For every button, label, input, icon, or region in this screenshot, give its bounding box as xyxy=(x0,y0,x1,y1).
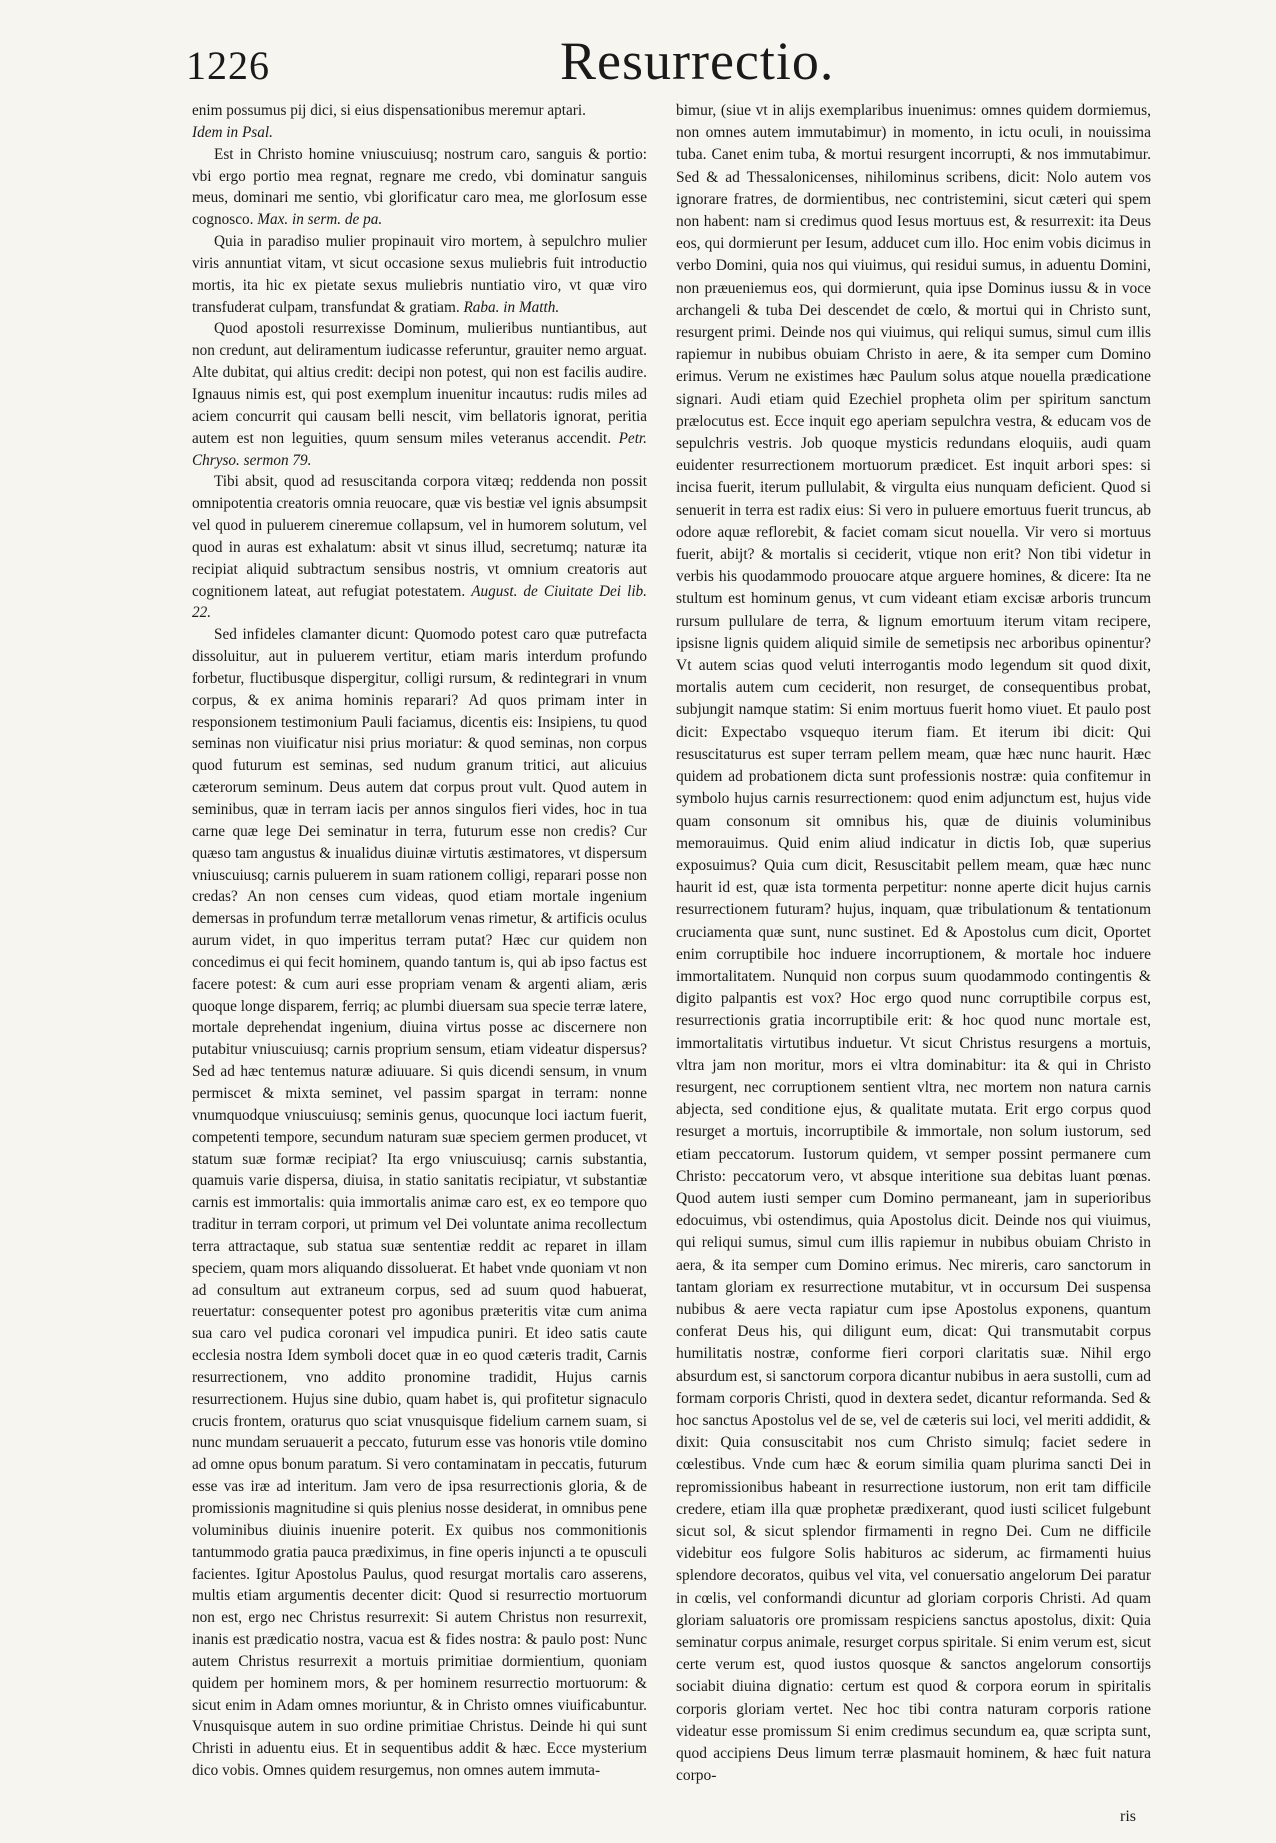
paragraph xyxy=(192,318,647,471)
paragraph-text: Tibi absit, quod ad resuscitanda corpora vitæq; reddenda non possit omnipotentia creatoris omnia reuocare, quæ vis bestiæ vel ignis absumpsit vel quod in puluerem cineremue collapsum, vel in humorem solutum, vel quod in auras est exhalatum: absit vt sinus illud, secretumq; naturæ ita recipiat aliquid subtractum sensibus nostris, vt omnium creatoris aut cognitionem lateat, aut refugiat potestatem. xyxy=(192,473,647,600)
paragraph-text: enim possumus pij dici, si eius dispensationibus meremur aptari. xyxy=(192,102,586,119)
paragraph xyxy=(192,624,647,1782)
paragraph xyxy=(192,471,647,624)
running-title: Resurrectio. xyxy=(560,31,835,91)
paragraph xyxy=(192,231,647,318)
source-citation: Max. in serm. de pa. xyxy=(257,211,383,229)
paragraph xyxy=(676,100,1151,1787)
catchword: ris xyxy=(1120,1808,1136,1825)
right-column xyxy=(676,100,1151,1787)
source-citation: Raba. in Matth. xyxy=(463,298,560,316)
paragraph-text: Quia in paradiso mulier propinauit viro mortem, à sepulchro mulier viris annuntiat vitam, vt sicut occasione sexus muliebris fuit introductio mortis, ita hic ex pietate sexus muliebris nuntiatio viro, vt quæ viro transfuderat culpam, transfundat & gratiam. xyxy=(192,233,647,316)
paragraph-text: Est in Christo homine vniuscuiusq; nostrum caro, sanguis & portio: vbi ergo portio mea regnat, regnare me credo, vbi dominatur sanguis meus, dominari me sentio, vbi glorificatur caro mea, me glorIosum esse cognosco. xyxy=(192,145,647,229)
source-citation: Idem in Psal. xyxy=(192,123,273,141)
paragraph-text: Quod apostoli resurrexisse Dominum, mulieribus nuntiantibus, aut non credunt, aut deliramentum iudicasse referuntur, grauiter nemo arguat. Alte dubitat, qui altius credit: decipi non potest, qui non est facilis audire. Ignauus nimis est, qui post exemplum inuenitur incautus: rudis miles ad aciem concurrit qui causam belli nescit, vim bellatoris ignorat, peritia autem est non leguities, quum sensum miles veteranus accendit. xyxy=(192,320,647,447)
paragraph xyxy=(192,100,647,122)
left-column xyxy=(192,100,647,1782)
paragraph-text: bimur, (siue vt in alijs exemplaribus inuenimus: omnes quidem dormiemus, non omnes autem immutabimur) in momento, in ictu oculi, in nouissima tuba. Canet enim tuba, & mortui resurgent incorrupti, & nos immutabimur. Sed & ad Thessalonicenses, nihilominus scribens, dicit: Nolo autem vos ignorare fratres, de dormientibus, nec contristemini, sicut cæteri qui spem non habent: nam si credimus quod Iesus mortuus est, & resurrexit: ita Deus eos, qui dormierunt per Iesum, adducet cum illo. Hoc enim vobis dicimus in verbo Domini, quia nos qui viuimus, qui residui sumus, in aduentu Domini, non præueniemus eos, qui dormierunt, quia ipse Dominus iussu & in voce archangeli & tuba Dei descendet de cœlo, & mortui qui in Christo sunt, resurgent primi. Deinde nos qui viuimus, qui reliqui sumus, simul cum illis rapiemur in nubibus obuiam Christo in aere, & ita semper cum Domino erimus. Verum ne existimes hæc Paulum solus atque nouella prædicatione signari. Audi etiam quid Ezechiel propheta olim per spiritum sanctum prælocutus est. Ecce inquit ego aperiam sepulchra vestra, & educam vos de sepulchris vestris. Job quoque mysticis redundans eloquiis, audi quam euidenter resurrectionem mortuorum prædicet. Est inquit arbori spes: si incisa fuerit, iterum pullulabit, & virgulta eius nunquam deficient. Quod si senuerit in terra est radix eius: Si vero in puluere emortuus fuerit truncus, ab odore aquæ reflorebit, & faciet comam sicut nouella. Vir vero si mortuus fuerit, abijt? & mortalis si ceciderit, vtique non erit? Non tibi videtur in verbis his quodammodo prouocare atque arguere homines, & dicere: Ita ne stultum est hominum genus, vt cum videant etiam excisæ arboris truncum rursum pullulare de terra, & lignum emortuum iterum vitam recipere, ipsisne lignis quidem aliquid simile de semetipsis nec arboribus opinentur? Vt autem scias quod veluti interrogantis modo legendum sit quod dixit, mortalis autem cum ceciderit, non resurget, de consequentibus probat, subjungit namque statim: Si enim mortuus fuerit homo viuet. Et paulo post dicit: Expectabo vsquequo iterum fiam. Et iterum ibi dicit: Qui resuscitaturus est super terram pellem meam, quæ hæc nunc haurit. Hæc quidem ad probationem dicta sunt professionis nostræ: quia confitemur in symbolo hujus carnis resurrectionem: quod enim adjunctum est, hujus vide quam consonum sit omnibus his, quæ de diuinis voluminibus memorauimus. Quid enim aliud indicatur in dictis Iob, quæ superius exposuimus? Quia cum dicit, Resuscitabit pellem meam, quæ hæc nunc haurit id est, quæ ista tormenta perpetitur: nonne aperte dicit hujus carnis resurrectionem futuram? hujus, inquam, quæ tribulationum & tentationum cruciamenta quæ sunt, nunc sustinet. Ed & Apostolus cum dicit, Oportet enim corruptibile hoc induere incorruptionem, & mortale hoc induere immortalitatem. Nunquid non corpus suum quodammodo contingentis & digito palpantis est vox? Hoc ergo quod nunc corruptibile corpus est, resurrectionis gratia incorruptibile erit: & hoc quod nunc mortale est, immortalitatis virtutibus induetur. Vt sicut Christus resurgens a mortuis, vltra jam non moritur, mors ei vltra dominabitur: ita & qui in Christo resurgent, nec corruptionem sentient vltra, nec mortem non natura carnis abjecta, sed conditione ejus, & qualitate mutata. Erit ergo corpus quod resurget a mortuis, incorruptibile & immortale, non solum iustorum, sed etiam peccatorum. Iustorum quidem, vt semper possint permanere cum Christo: peccatorum vero, vt absque interitione sua debitas luant pœnas. Quod autem iusti semper cum Domino permaneant, jam in superioribus edocuimus, vbi ostendimus, quia Apostolus dicit. Deinde nos qui viuimus, qui reliqui sumus, simul cum illis rapiemur in nubibus obuiam Christo in aera, & ita semper cum Domino erimus. Nec mireris, caro sanctorum in tantam gloriam ex resurrectione mutabitur, vt in occursum Dei suspensa nubibus & aere vecta rapiatur cum ipse Apostolus exponens, quantum conferat Deus his, qui diligunt eum, dicat: Qui transmutabit corpus humilitatis nostræ, conforme fieri corpori claritatis suæ. Nihil ergo absurdum est, si sanctorum corpora dicantur nubibus in aera sustolli, cum ad formam corporis Christi, quod in dextera sedet, dicantur reformanda. Sed & hoc sanctus Apostolus vel de se, vel de cæteris sui loci, vel meriti addidit, & dixit: Quia consuscitabit nos cum Christo simulq; faciet sedere in cœlestibus. Vnde cum hæc & eorum similia quam plurima sancti Dei in repromissionibus habeant in resurrectione iustorum, non erit tam difficile credere, etiam illa quæ prophetæ prædixerant, quod iusti scilicet fulgebunt sicut sol, & sicut splendor firmamenti in regno Dei. Cum ne difficile videbitur eos fulgore Solis habituros ac siderum, ac firmamenti huius splendore decoratos, quibus vel vita, vel conuersatio angelorum Dei paratur in cœlis, vel conformandi dicuntur ad gloriam corporis Christi. Ad quam gloriam saluatoris ore promissam respiciens sanctus apostolus, dixit: Quia seminatur corpus animale, resurget corpus spiritale. Si enim verum est, sicut certe verum est, quod iustos quosque & sanctos angelorum consortijs sociabit diuina dignatio: certum est quod & corpora eorum in spiritalis corporis gloriam vertet. Nec hoc tibi contra naturam corporis ratione videatur esse promissum Si enim credimus secundum ea, quæ scripta sunt, quod accipiens Deus limum terræ plasmauit hominem, & hæc fuit natura corpo- xyxy=(676,102,1151,1785)
source-citation: August. de Ciuitate Dei lib. 22. xyxy=(192,582,647,622)
source-citation: Petr. Chryso. sermon 79. xyxy=(192,429,647,469)
paragraph xyxy=(192,144,647,231)
page-number: 1226 xyxy=(186,43,270,88)
paragraph-text: Sed infideles clamanter dicunt: Quomodo potest caro quæ putrefacta dissoluitur, aut in puluerem vertitur, etiam maris interdum profundo forbetur, fluctibusque dispergitur, colligi rursum, & redintegrari in vnum corpus, & ex anima hominis reparari? Ad quos primam inter in responsionem testimonium Pauli faciamus, dicentis eis: Insipiens, tu quod seminas non viuificatur nisi prius moriatur: & quod seminas, non corpus quod futurum est seminas, sed nudum granum tritici, aut alicuius cæterorum seminum. Deus autem dat corpus prout vult. Quod autem in seminibus, quæ in terram iacis per annos singulos fieri vides, hoc in tua carne quæ lege Dei seminatur in terra, futurum esse non credis? Cur quæso tam angustus & inualidus diuinæ virtutis æstimatores, vt dispersum vniuscuiusq; carnis puluerem in suam rationem colligi, reparari posse non credas? An non censes cum videas, quod etiam mortale ingenium demersas in profundum terræ metallorum venas rimetur, & artificis oculus aurum videt, in quo imperitus terram putat? Hæc cur quidem non concedimus ei qui fecit hominem, quando tantum is, qui ab ipso factus est facere potest: & cum auri esse propriam venam & argenti aliam, æris quoque longe disparem, ferriq; ac plumbi diuersam sua specie terræ latere, mortale deprehendat ingenium, diuina virtus posse ac discernere non putabitur vniuscuiusq; carnis proprium sensum, etiam videatur dispersus? Sed ad hæc tentemus naturæ adiuuare. Si quis dicendi sensum, in vnum permiscet & mixta seminet, vel passim spargat in terram: nonne vnumquodque vniuscuiusq; seminis genus, quocunque loci iactum fuerit, competenti tempore, secundum naturam suæ speciem germen producet, vt statum suæ formæ recipiat? Ita ergo vniuscuiusq; carnis substantia, quamuis varie dispersa, diuisa, in statio sanitatis recipiatur, vt substantiæ carnis est immortalis: quia immortalis animæ caro est, ex eo tempore quo traditur in terram corpori, ut primum vel Dei voluntate anima recollectum terra attractaque, sub statua suæ sententiæ reddit ac reparet in illam speciem, quam mors aliquando dissoluerat. Et habet vnde quoniam vt non ad consultum aut extraneum corpus, sed ad suum quod habuerat, reuertatur: consequenter potest pro agonibus præteritis vitæ cum anima sua caro vel pudica coronari vel impudica puniri. Et ideo satis caute ecclesia nostra Idem symboli docet quæ in eo quod cæteris tradit, Carnis resurrectionem, vno addito pronomine tradidit, Hujus carnis resurrectionem. Hujus sine dubio, quam habet is, qui profitetur signaculo crucis frontem, oraturus quo sciat vnusquisque fidelium carnem suam, si nunc mundam seruauerit a peccato, futurum esse vas honoris vtile domino ad omne opus bonum paratum. Si vero contaminatam in peccatis, futurum esse vas iræ ad interitum. Jam vero de ipsa resurrectionis gloria, & de promissionis magnitudine si quis plenius nosse desiderat, in omnibus pene voluminibus diuinis inuenire poterit. Ex quibus nos commonitionis tantummodo gratia pauca prædiximus, in fine operis injuncti a te opusculi facientes. Igitur Apostolus Paulus, quod resurgat mortalis caro asserens, multis etiam argumentis decenter dicit: Quod si resurrectio mortuorum non est, ergo nec Christus resurrexit: Si autem Christus non resurrexit, inanis est prædicatio nostra, vacua est & fides nostra: & paulo post: Nunc autem Christus resurrexit a mortuis primitiae dormientium, quoniam quidem per hominem mors, & per hominem resurrectio mortuorum: & sicut enim in Adam omnes moriuntur, & in Christo omnes viuificabuntur. Vnusquisque autem in suo ordine primitiae Christus. Deinde hi qui sunt Christi in aduentu eius. Et in sequentibus addit & hæc. Ecce mysterium dico vobis. Omnes quidem resurgemus, non omnes autem immuta- xyxy=(192,626,647,1780)
paragraph xyxy=(192,122,647,144)
